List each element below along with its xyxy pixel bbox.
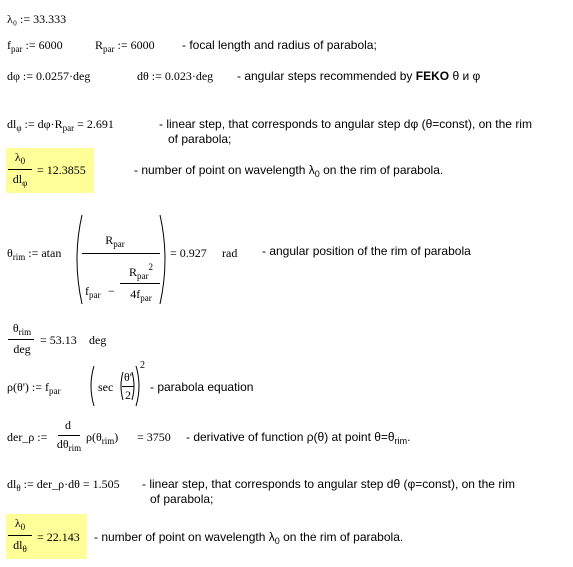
points-per-wavelength-theta[interactable]: = 22.143 (37, 530, 80, 544)
atan-denominator-f (85, 284, 101, 300)
feko-label: FEKO (415, 69, 450, 83)
lambda-sub-2: 0 (20, 522, 26, 532)
dphi-definition[interactable]: dφ := 0.0257·deg (7, 69, 91, 83)
rho-left: ρ(θ') := f (7, 380, 49, 394)
note-points-phi-text: - number of point on wavelength λ (134, 163, 315, 177)
points-per-wavelength-phi[interactable]: = 12.3855 (37, 163, 86, 177)
rpar-inner-sup: 2 (148, 262, 153, 272)
sec-numerator: θ' (124, 370, 132, 384)
lambda0-definition[interactable]: λ₀ := 33.333 (7, 12, 67, 26)
note-linear-step-phi-2: of parabola; (168, 132, 232, 146)
theta-rim-definition[interactable] (7, 246, 61, 262)
note-points-phi (134, 163, 443, 179)
atan-fn: := atan (28, 246, 62, 260)
sec-fraction-bar (122, 386, 134, 387)
theta-rim-deg-unit: deg (89, 333, 107, 347)
note-derivative-sub: rim (394, 436, 408, 446)
rpar-symbol: R (95, 38, 104, 52)
4fpar-sub: par (140, 293, 152, 303)
sec-exponent: 2 (140, 360, 145, 371)
dtheta-symbol: dθ (56, 437, 69, 451)
dltheta-sub: θ (16, 483, 21, 493)
rpar-inner-sub: par (137, 271, 149, 281)
note-linear-step-theta-1: - linear step, that corresponds to angular step dθ (φ=const), on the rim (142, 477, 515, 491)
deg-fraction-bar (8, 339, 34, 340)
note-points-theta-sub: 0 (274, 536, 280, 546)
sec-fn: sec (98, 380, 114, 394)
inner-fraction-bar (120, 283, 160, 284)
dlphi-expr-sub: par (62, 123, 75, 133)
rho-definition[interactable] (7, 380, 61, 396)
dltheta-symbol: dl (7, 477, 17, 491)
fpar-definition[interactable] (7, 38, 63, 54)
note-points-theta-text: - number of point on wavelength λ (94, 530, 275, 544)
note-points-phi-sub: 0 (314, 169, 320, 179)
note-angular-steps-text: - angular steps recommended by (237, 69, 416, 83)
note-derivative-end: . (407, 430, 411, 444)
derivative-fraction-bar (58, 435, 80, 436)
4fpar: 4f (130, 287, 141, 301)
derivative-numerator: d (65, 418, 71, 432)
atan-numerator (95, 233, 135, 249)
dlphi-value: = 2.691 (77, 117, 114, 131)
lambda0-numerator-theta (6, 516, 34, 532)
fpar-symbol: f (7, 38, 11, 52)
theta-rim-num-symbol: θ (12, 321, 19, 335)
fraction-bar-phi (8, 169, 32, 170)
rho-fn-end: ) (114, 430, 119, 444)
theta-rim-value: = 0.927 (170, 246, 207, 260)
dtheta-sub: rim (68, 443, 82, 453)
derivative-denominator (54, 437, 84, 453)
fpar-den-sub: par (89, 290, 101, 300)
note-angular-position: - angular position of the rim of parabola (262, 244, 471, 258)
sec-denominator: 2 (125, 388, 131, 402)
rpar-num-sub: par (113, 239, 125, 249)
rpar-inner: R (128, 265, 137, 279)
rho-fn: ρ(θ (86, 430, 102, 444)
dl-symbol: dl (12, 172, 23, 186)
theta-rim-numerator (6, 321, 38, 337)
dlphi-sub: φ (16, 123, 22, 133)
lambda-symbol-2: λ (14, 516, 21, 530)
lambda-symbol: λ (14, 150, 21, 164)
note-points-theta-end: on the rim of parabola. (279, 530, 404, 544)
atan-minus: − (108, 284, 115, 298)
theta-symbol: θ (7, 246, 13, 260)
dltheta-definition[interactable] (7, 477, 120, 493)
fraction-bar-theta (8, 535, 32, 536)
rpar-definition[interactable] (95, 38, 155, 54)
lambda0-numerator-phi (6, 150, 34, 166)
rho-of-theta-rim (86, 430, 118, 446)
dlphi-definition[interactable] (7, 117, 114, 133)
deg-denominator: deg (13, 342, 31, 356)
rho-left-sub: par (49, 386, 61, 396)
der-rho-definition[interactable]: der_ρ := (7, 430, 48, 444)
fpar-value: := 6000 (25, 38, 63, 52)
note-derivative-text: - derivative of function ρ(θ) at point θ=θ (186, 430, 395, 444)
theta-rim-deg-value[interactable]: = 53.13 (40, 333, 77, 347)
note-angular-steps-end: θ и φ (449, 69, 481, 83)
dltheta-denominator (6, 538, 34, 554)
note-parabola-equation: - parabola equation (150, 380, 254, 394)
dltheta-expr: := der_ρ·dθ = 1.505 (23, 477, 120, 491)
atan-fraction-bar (82, 253, 160, 254)
note-linear-step-theta-2: of parabola; (150, 492, 214, 506)
inner-numerator (118, 262, 164, 281)
dlphi-expr: := dφ·R (24, 117, 63, 131)
note-derivative (186, 430, 410, 446)
dlphi-symbol: dl (7, 117, 17, 131)
dl-symbol-2: dl (13, 538, 23, 552)
lambda-sub: 0 (20, 156, 26, 166)
dl-sub-2: θ (22, 544, 27, 554)
note-angular-steps (237, 69, 480, 83)
note-points-theta (94, 530, 403, 546)
note-focal-length: - focal length and radius of parabola; (182, 38, 377, 52)
der-rho-value: = 3750 (137, 430, 171, 444)
fpar-sub: par (11, 44, 23, 54)
note-linear-step-phi-1: - linear step, that corresponds to angular step dφ (θ=const), on the rim (159, 117, 532, 131)
fpar-den: f (85, 284, 89, 298)
dlphi-denominator (6, 172, 34, 188)
rho-fn-sub: rim (101, 436, 115, 446)
dtheta-definition[interactable]: dθ := 0.023·deg (137, 69, 214, 83)
note-points-phi-end: on the rim of parabola. (319, 163, 444, 177)
theta-sub: rim (12, 252, 26, 262)
rpar-num: R (105, 233, 114, 247)
dl-sub: φ (22, 178, 28, 188)
theta-rim-num-sub: rim (18, 327, 32, 337)
rpar-value: := 6000 (117, 38, 155, 52)
inner-denominator (118, 287, 164, 303)
rpar-sub: par (103, 44, 115, 54)
theta-rim-unit: rad (222, 246, 238, 260)
